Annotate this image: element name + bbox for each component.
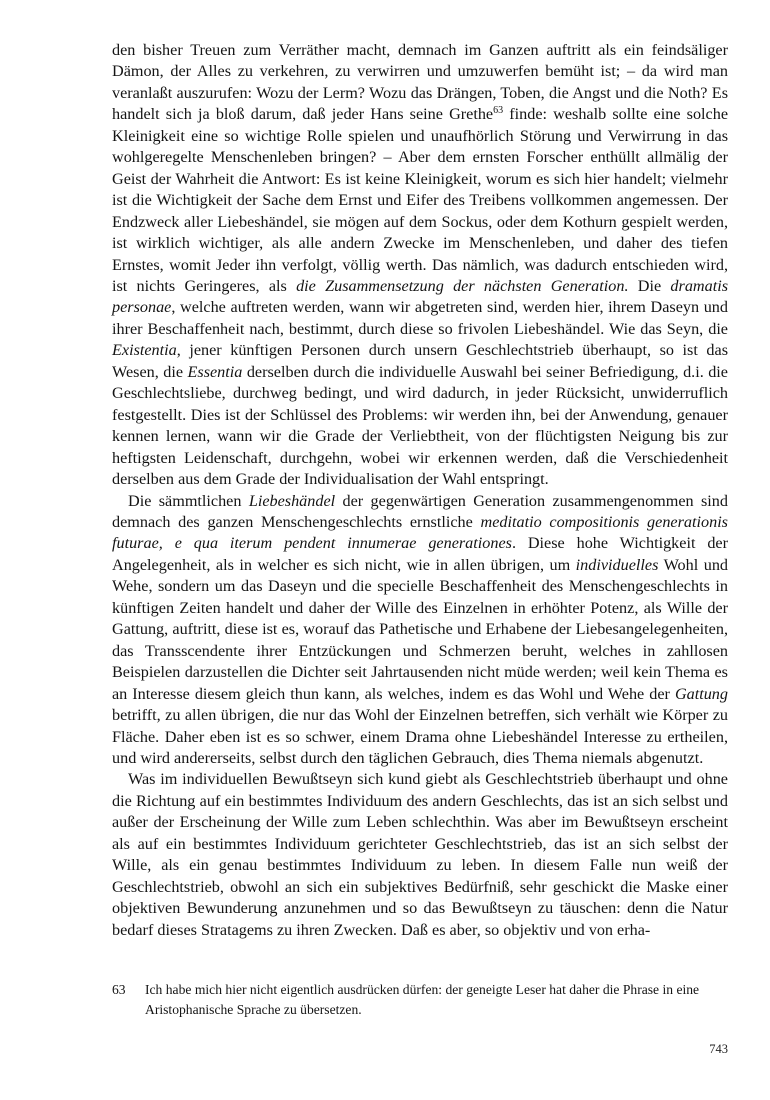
text-run: derselben durch die individuelle Auswahl bei seiner Befriedigung, d.i. die Geschlechtsliebe, durchweg bedingt, und wird dadurch, in jeder Rücksicht, unwiderruflich festgestellt. Dies ist der Schlüssel des Problems: wir werden ihn, bei der Anwendung, genauer kennen lernen, wann wir die Grade der Verliebtheit, von der flüchtigsten Neigung bis zur heftigsten Leidenschaft, durchgehn, wobei wir erkennen werden, daß die Verschiedenheit derselben aus dem Grade der Individualisation der Wahl entspringt. <box>112 362 728 489</box>
body-text <box>112 40 728 941</box>
italic-run: individuelles <box>575 555 659 574</box>
text-run: betrifft, zu allen übrigen, die nur das Wohl der Einzelnen betreffen, sich verhält wie Körper zu Fläche. Daher eben ist es so schwer, einem Drama ohne Liebeshändel Interesse zu ertheilen, und wird andererseits, selbst durch den täglichen Gebrauch, dies Thema niemals abgenutzt. <box>112 706 728 767</box>
footnote-ref: 63 <box>493 105 504 117</box>
text-run: Was im individuellen Bewußtseyn sich kund giebt als Geschlechtstrieb überhaupt und ohne die Richtung auf ein bestimmtes Individuum des andern Geschlechts, das ist an sich selbst und außer der Erscheinung der Wille zum Leben schlechthin. Was aber im Bewußtseyn erscheint als auf ein bestimmtes Individuum gerichteter Geschlechtstrieb, das ist an sich selbst der Wille, als ein genau bestimmtes Individuum zu leben. In diesem Falle nun weiß der Geschlechtstrieb, obwohl an sich ein subjektives Bedürfniß, sehr geschickt die Maske einer objektiven Bewunderung anzunehmen und so das Bewußtseyn zu täuschen: denn die Natur bedarf dieses Stratagems zu ihren Zwecken. Daß es aber, so objektiv und von erha- <box>112 770 728 939</box>
paragraph <box>112 491 728 770</box>
italic-run: dramatis personae <box>112 276 728 317</box>
italic-run: die Zusammensetzung der nächsten Generation. <box>296 276 629 295</box>
italic-run: Essentia <box>187 362 243 381</box>
italic-run: Liebeshändel <box>248 491 336 510</box>
text-run: Die <box>628 276 671 295</box>
text-run: Die sämmtlichen <box>128 491 249 510</box>
text-run: , welche auftreten werden, wann wir abgetreten sind, werden hier, ihrem Daseyn und ihrer Beschaffenheit nach, bestimmt, durch diese so frivolen Liebeshändel. Wie das Seyn, die <box>112 298 728 338</box>
paragraph <box>112 40 728 491</box>
footnote <box>112 980 728 1020</box>
text-run: , jener künftigen Personen durch unsern Geschlechtstrieb überhaupt, so ist das Wesen, die <box>112 341 728 381</box>
italic-run: Existentia <box>112 341 177 360</box>
italic-run: meditatio compositionis generationis futurae, e qua iterum pendent innumerae generationes <box>112 512 728 553</box>
footnote-text: Ich habe mich hier nicht eigentlich ausdrücken dürfen: der geneigte Leser hat daher die Phrase in eine Aristophanische Sprache zu übersetzen. <box>145 982 700 1017</box>
italic-run: Gattung <box>674 684 728 703</box>
paragraph <box>112 769 728 941</box>
footnote-number: 63 <box>112 982 126 997</box>
text-run: finde: weshalb sollte eine solche Kleinigkeit eine so wichtige Rolle spielen und unaufhörlich Störung und Verwirrung in das wohlgeregelte Menschenleben bringen? – Aber dem ernsten Forscher enthüllt allmälig der Geist der Wahrheit die Antwort: Es ist keine Kleinigkeit, worum es sich hier handelt; vielmehr ist die Wichtigkeit der Sache dem Ernst und Eifer des Treibens vollkommen angemessen. Der Endzweck aller Liebeshändel, sie mögen auf dem Sockus, oder dem Kothurn gespielt werden, ist wirklich wichtiger, als alle andern Zwecke im Menschenleben, und daher des tiefen Ernstes, womit Jeder ihn verfolgt, völlig werth. Das nämlich, was dadurch entschieden wird, ist nichts Geringeres, als <box>112 105 728 295</box>
text-run: . Diese hohe Wichtigkeit der Angelegenheit, als in welcher es sich nicht, wie in allen übrigen, um <box>112 534 728 574</box>
text-run: Wohl und Wehe, sondern um das Daseyn und die specielle Beschaffenheit des Menschengeschlechts in künftigen Zeiten handelt und daher der Wille des Einzelnen in erhöhter Potenz, als Wille der Gattung, auftritt, diese ist es, worauf das Pathetische und Erhabene der Liebesangelegenheiten, das Transscendente ihrer Entzückungen und Schmerzen beruht, welches in zahllosen Beispielen darzustellen die Dichter seit Jahrtausenden nicht müde werden; weil kein Thema es an Interesse diesem gleich thun kann, als welches, indem es das Wohl und Wehe der <box>112 555 729 703</box>
text-run: den bisher Treuen zum Verräther macht, demnach im Ganzen auftritt als ein feindsäliger Dämon, der Alles zu verkehren, zu verwirren und umzuwerfen bemüht ist; – da wird man veranlaßt auszurufen: Wozu der Lerm? Wozu das Drängen, Toben, die Angst und die Noth? Es handelt sich ja bloß darum, daß jeder Hans seine Grethe <box>112 41 728 124</box>
page-number: 743 <box>709 1042 728 1056</box>
text-run: der gegenwärtigen Generation zusammengenommen sind demnach des ganzen Menschengeschlechts ernstliche <box>112 491 728 531</box>
